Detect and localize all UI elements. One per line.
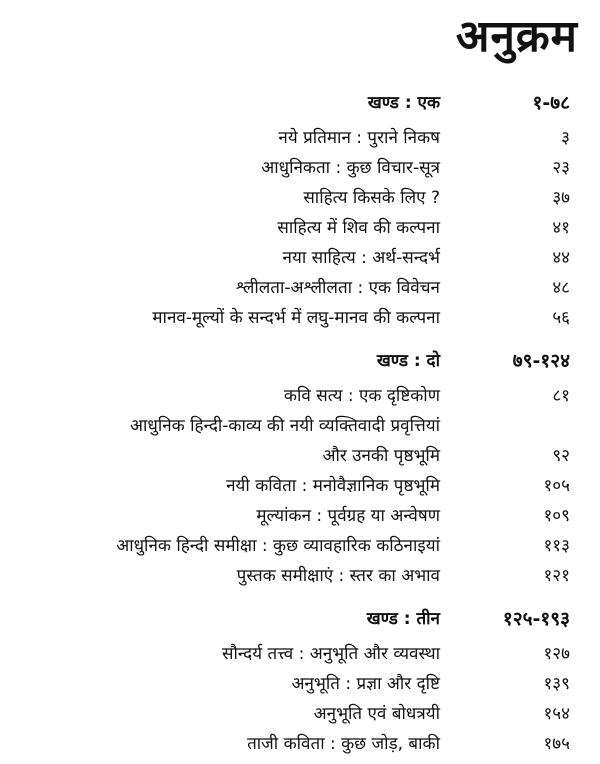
toc-entry <box>0 123 600 153</box>
entry-page: १०५ <box>543 476 570 496</box>
entry-page: १२१ <box>543 566 570 586</box>
entry-title: कवि सत्य : एक दृष्टिकोण <box>283 386 440 406</box>
entry-page: ५६ <box>552 308 570 328</box>
toc-entry <box>0 441 600 471</box>
entry-title: आधुनिकता : कुछ विचार-सूत्र <box>261 158 440 178</box>
toc-entry <box>0 273 600 303</box>
toc-entry <box>0 471 600 501</box>
entry-title: आधुनिक हिन्दी-काव्य की नयी व्यक्तिवादी प्रवृत्तियां <box>130 416 440 436</box>
entry-page: ९२ <box>552 446 570 466</box>
entry-title: अनुभूति : प्रज्ञा और दृष्टि <box>291 674 440 694</box>
toc-entry <box>0 153 600 183</box>
entry-page: ४८ <box>552 278 570 298</box>
entry-page: २३ <box>552 158 570 178</box>
entry-page: ४४ <box>552 248 570 268</box>
toc-entry <box>0 699 600 729</box>
section-heading <box>0 88 600 118</box>
entry-title: साहित्य किसके लिए ? <box>303 188 440 208</box>
entry-title: सौन्दर्य तत्त्व : अनुभूति और व्यवस्था <box>222 644 440 664</box>
entry-title: नया साहित्य : अर्थ-सन्दर्भ <box>282 248 440 268</box>
section-title: खण्ड : तीन <box>366 609 440 629</box>
toc-entry <box>0 303 600 333</box>
entry-page: ११३ <box>543 536 570 556</box>
toc-entry <box>0 531 600 561</box>
entry-page: ८१ <box>552 386 570 406</box>
entry-page: १३९ <box>543 674 570 694</box>
section-heading <box>0 604 600 634</box>
entry-page: १७५ <box>543 734 570 754</box>
toc-entry <box>0 561 600 591</box>
toc-entry <box>0 669 600 699</box>
section-page-range: ७९-१२४ <box>512 350 570 372</box>
section-page-range: १२५-१९३ <box>502 608 570 630</box>
page-title: अनुक्रम <box>455 11 578 62</box>
entry-page: १२७ <box>543 644 570 664</box>
toc-entry <box>0 243 600 273</box>
entry-page: १५४ <box>543 704 570 724</box>
entry-title: ताजी कविता : कुछ जोड़, बाकी <box>247 734 440 754</box>
entry-title: मानव-मूल्यों के सन्दर्भ में लघु-मानव की कल्पना <box>152 308 440 328</box>
entry-title: नयी कविता : मनोवैज्ञानिक पृष्ठभूमि <box>226 476 440 496</box>
section-title: खण्ड : दो <box>376 351 440 371</box>
entry-title: अनुभूति एवं बोधत्रयी <box>313 704 440 724</box>
section-heading <box>0 346 600 376</box>
entry-title: साहित्य में शिव की कल्पना <box>277 218 440 238</box>
entry-title: पुस्तक समीक्षाएं : स्तर का अभाव <box>236 566 440 586</box>
toc-entry <box>0 501 600 531</box>
toc-entry <box>0 213 600 243</box>
entry-page: ३७ <box>552 188 570 208</box>
toc-entry <box>0 639 600 669</box>
entry-title: श्लीलता-अश्लीलता : एक विवेचन <box>235 278 440 298</box>
entry-title: आधुनिक हिन्दी समीक्षा : कुछ व्यावहारिक कठिनाइयां <box>116 536 440 556</box>
entry-page: ४१ <box>552 218 570 238</box>
section-title: खण्ड : एक <box>367 93 440 113</box>
toc-entry <box>0 183 600 213</box>
entry-page: १०९ <box>543 506 570 526</box>
entry-title: नये प्रतिमान : पुराने निकष <box>278 128 440 148</box>
toc-entry <box>0 411 600 441</box>
section-page-range: १-७८ <box>532 92 570 114</box>
toc-entry <box>0 381 600 411</box>
entry-title: और उनकी पृष्ठभूमि <box>322 446 440 466</box>
entry-page: ३ <box>561 128 570 148</box>
entry-title: मूल्यांकन : पूर्वग्रह या अन्वेषण <box>256 506 440 526</box>
toc-entry <box>0 729 600 759</box>
